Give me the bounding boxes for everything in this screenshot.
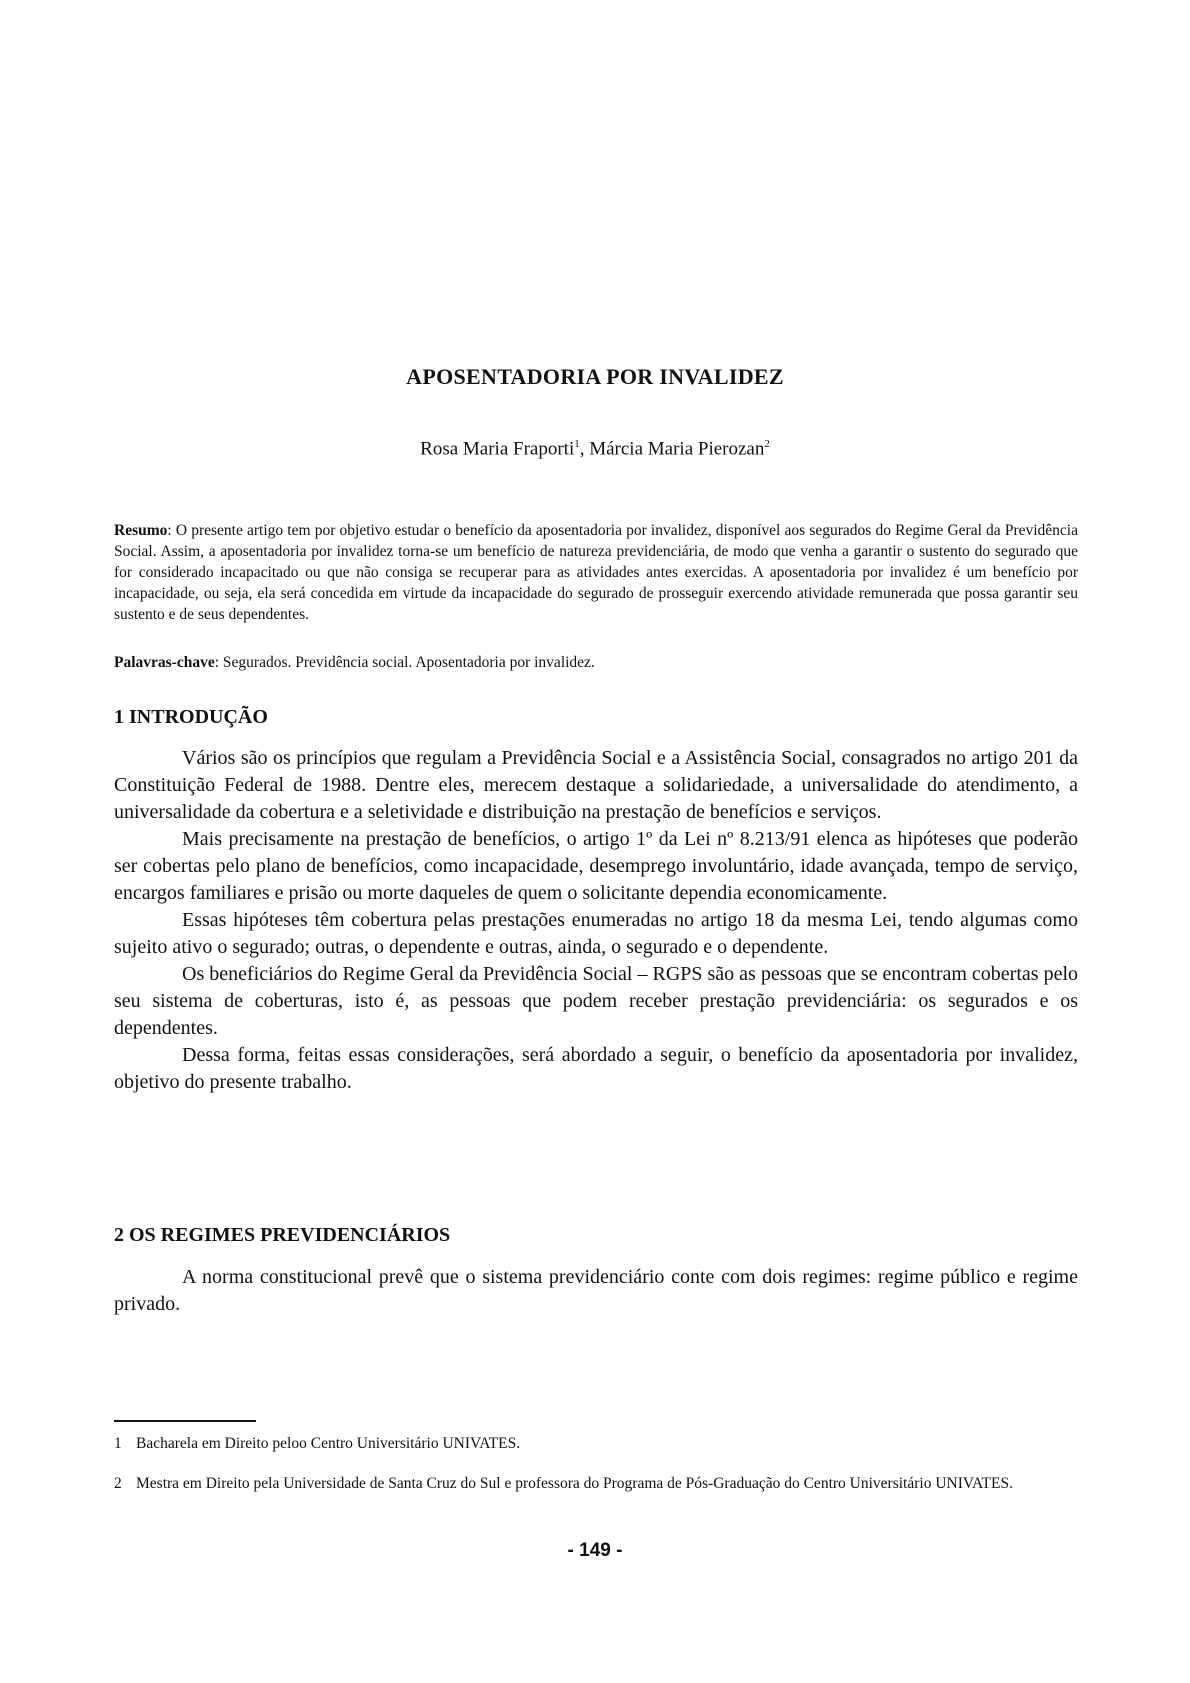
section-heading-regimes: 2 OS REGIMES PREVIDENCIÁRIOS [114,1224,451,1246]
paragraph: Essas hipóteses têm cobertura pelas prestações enumeradas no artigo 18 da mesma Lei, tendo algumas como sujeito ativo o segurado; outras, o dependente e outras, ainda, o segurado e o dependente. [114,909,1078,958]
section-heading-introducao: 1 INTRODUÇÃO [114,706,268,728]
paragraph: A norma constitucional prevê que o sistema previdenciário conte com dois regimes: regime público e regime privado. [114,1266,1078,1315]
footnote-number: 1 [114,1435,122,1452]
authors [0,438,1190,460]
paragraph: Mais precisamente na prestação de benefícios, o artigo 1º da Lei nº 8.213/91 elenca as hipóteses que poderão ser cobertas pelo plano de benefícios, como incapacidade, desemprego involuntário, idade avançada, tempo de serviço, encargos familiares e prisão ou morte daqueles de quem o solicitante dependia economicamente. [114,828,1078,904]
article-title: APOSENTADORIA POR INVALIDEZ [406,364,784,389]
footnote-text: Mestra em Direito pela Universidade de Santa Cruz do Sul e professora do Programa de Pós-Graduação do Centro Universitário UNIVATES. [136,1475,1013,1492]
keywords-text: : Segurados. Previdência social. Aposentadoria por invalidez. [214,654,595,671]
author-1: Rosa Maria Fraporti [420,438,575,460]
section-body-regimes [114,1264,1078,1318]
keywords-label: Palavras-chave [114,654,215,671]
footnote-1 [114,1434,1078,1454]
footnote-text: Bacharela em Direito peloo Centro Universitário UNIVATES. [136,1435,521,1452]
section-body-introducao [114,745,1078,1096]
paragraph: Dessa forma, feitas essas considerações, será abordado a seguir, o benefício da aposentadoria por invalidez, objetivo do presente trabalho. [114,1044,1078,1093]
abstract-label: Resumo [114,522,168,539]
footnote-number: 2 [114,1475,122,1492]
footnote-divider [114,1420,256,1422]
keywords [114,654,1078,672]
footnote-ref-1[interactable]: 1 [574,438,580,450]
paragraph: Vários são os princípios que regulam a Previdência Social e a Assistência Social, consagrados no artigo 201 da Constituição Federal de 1988. Dentre eles, merecem destaque a solidariedade, a universalidade do atendimento, a universalidade da cobertura e a seletividade e distribuição na prestação de benefícios e serviços. [114,747,1078,823]
footnote-2 [114,1474,1078,1494]
footnote-ref-2[interactable]: 2 [764,438,770,450]
author-2: Márcia Maria Pierozan [589,438,765,460]
paragraph: Os beneficiários do Regime Geral da Previdência Social – RGPS são as pessoas que se encontram cobertas pelo seu sistema de coberturas, isto é, as pessoas que podem receber prestação previdenciária: os segurados e os dependentes. [114,963,1078,1039]
abstract-text: : O presente artigo tem por objetivo estudar o benefício da aposentadoria por invalidez, disponível aos segurados do Regime Geral da Previdência Social. Assim, a aposentadoria por invalidez torna-se um benefício de natureza previdenciária, de modo que venha a garantir o sustento do segurado que for considerado incapacitado ou que não consiga se recuperar para as atividades antes exercidas. A aposentadoria por invalidez é um benefício por incapacidade, ou seja, ela será concedida em virtude da incapacidade do segurado de prosseguir exercendo atividade remunerada que possa garantir seu sustento e de seus dependentes. [114,522,1078,623]
page-number: - 149 - [567,1540,623,1561]
abstract [114,520,1078,625]
author-separator: , [579,438,590,460]
